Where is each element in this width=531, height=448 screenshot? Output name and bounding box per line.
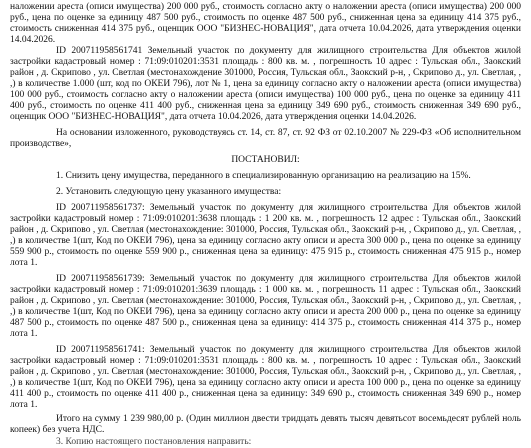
resolution-item-1: 1. Снизить цену имущества, переданного в специализированную организацию на реализацию на 15%. bbox=[56, 171, 471, 181]
resolution-item-3-partial: 3. Копию настоящего постановления направить: bbox=[56, 437, 252, 447]
resolution-heading: ПОСТАНОВИЛ: bbox=[231, 155, 300, 165]
price-item-3639: ID 200711958561739: Земельный участок по документу для жилищного строительства Для объектов жилой застройки кадастровый номер : 71:09:010201:3639 площадь : 1 000 кв. м. , погрешность 11 адрес : Тульская обл., Заокский район , д. Скрипово , ул. Светлая (местонахождение: 301000, Россия, Тульская обл., Заокский р-н, , Скрипово д., ул. Светлая, , ,) в количестве 1(шт, Код по ОКЕИ 796), цена за единицу согласно акту описи и ареста 200 000 р., цена по оценке за единицу 487 500 р., стоимость по оценке 487 500 р., сниженная цена за единицу: 414 375 р., стоимость сниженная 414 375 р., номер лота 1. bbox=[10, 274, 521, 339]
paragraph-lot-3531: ID 200711958561741 Земельный участок по документу для жилищного строительства Для объектов жилой застройки кадастровый номер : 71:09:010201:3531 площадь : 800 кв. м. , погрешность 10 адрес : Тульская обл., Заокский район , д. Скрипово , ул. Светлая (местонахождение 301000, Россия, Тульская обл., Заокский р-н, , Скрипово д., ул. Светлая, , ,) в количестве 1.000 (шт, код по ОКЕИ 796), лот № 1, цена за единицу согласно акту о наложении ареста (описи имущества) 100 000 руб., стоимость согласно акту о наложении ареста (описи имущества) 100 000 руб., цена по оценке за единицу 411 400 руб., стоимость по оценке 411 400 руб., сниженная цена за единицу 349 690 руб., стоимость сниженная 349 690 руб., оценщик ООО "БИЗНЕС-НОВАЦИЯ", дата отчета 10.04.2026, дата утверждения оценки 14.04.2026. bbox=[10, 46, 521, 122]
resolution-item-2: 2. Установить следующую цену указанного имущества: bbox=[56, 187, 282, 197]
total-amount: Итого на сумму 1 239 980,00 р. (Один миллион двести тридцать девять тысяч девятьсот восемьдесят рублей ноль копеек) без учета НДС. bbox=[10, 414, 521, 435]
paragraph-legal-basis: На основании изложенного, руководствуясь ст. 14, ст. 87, ст. 92 ФЗ от 02.10.2007 № 229-ФЗ «Об исполнительном производстве», bbox=[10, 128, 521, 149]
price-item-3531: ID 200711958561741: Земельный участок по документу для жилищного строительства Для объектов жилой застройки кадастровый номер : 71:09:010201:3531 площадь : 800 кв. м. , погрешность 10 адрес : Тульская обл., Заокский район , д. Скрипово , ул. Светлая (местонахождение: 301000, Россия, Тульская обл., Заокский р-н, , Скрипово д., ул. Светлая, , ,) в количестве 1(шт, Код по ОКЕИ 796), цена за единицу согласно акту описи и ареста 100 000 р., цена по оценке за единицу 411 400 р., стоимость по оценке 411 400 р., сниженная цена за единицу: 349 690 р., стоимость сниженная 349 690 р., номер лота 1. bbox=[10, 345, 521, 410]
paragraph-arrest-continuation: наложении ареста (описи имущества) 200 000 руб., стоимость согласно акту о наложении ареста (описи имущества) 200 000 руб., цена по оценке за единицу 487 500 руб., стоимость по оценке 487 500 руб., сниженная цена за единицу 414 375 руб., стоимость сниженная 414 375 руб., оценщик ООО "БИЗНЕС-НОВАЦИЯ", дата отчета 10.04.2026, дата утверждения оценки 14.04.2026. bbox=[10, 2, 521, 45]
price-item-3638: ID 200711958561737: Земельный участок по документу для жилищного строительства Для объектов жилой застройки кадастровый номер : 71:09:010201:3638 площадь : 1 200 кв. м. , погрешность 12 адрес : Тульская обл., Заокский район , д. Скрипово , ул. Светлая (местонахождение: 301000, Россия, Тульская обл., Заокский р-н, , Скрипово д., ул. Светлая, , ,) в количестве 1(шт, Код по ОКЕИ 796), цена за единицу согласно акту описи и ареста 300 000 р., цена по оценке за единицу 559 900 р., стоимость по оценке 559 900 р., сниженная цена за единицу: 475 915 р., стоимость сниженная 475 915 р., номер лота 1. bbox=[10, 203, 521, 268]
